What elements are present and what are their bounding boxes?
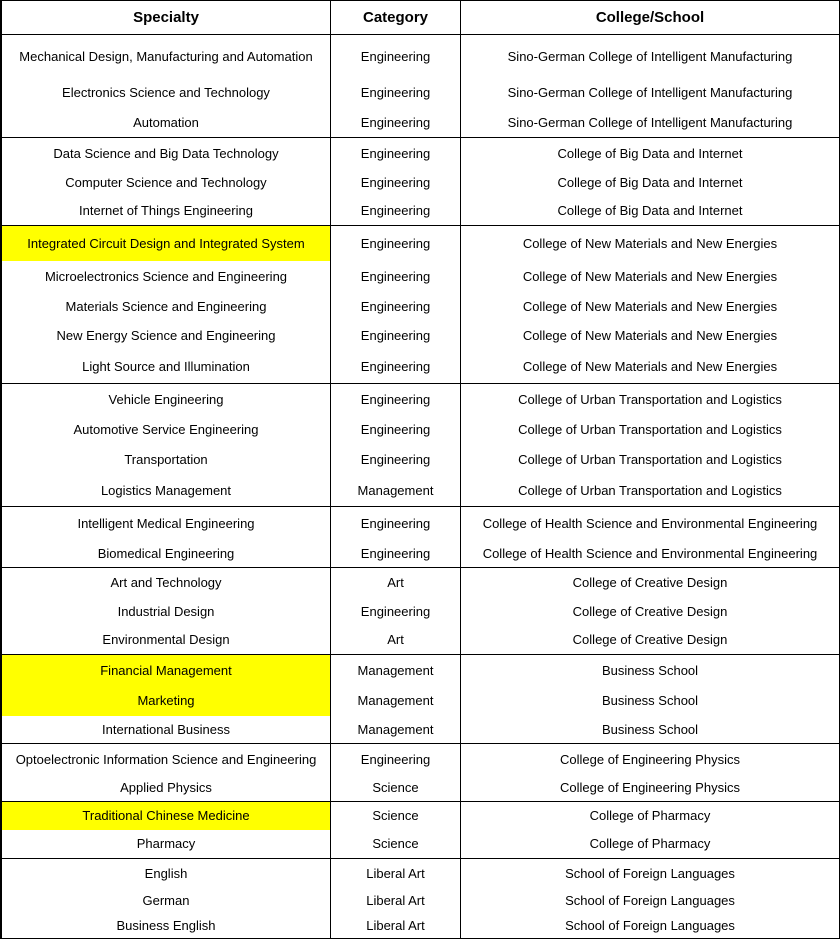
college-cell: College of New Materials and New Energies	[461, 261, 840, 292]
category-cell: Engineering	[331, 415, 461, 444]
category-cell: Engineering	[331, 540, 461, 568]
specialty-cell: Optoelectronic Information Science and Engineering	[2, 744, 331, 775]
category-cell: Liberal Art	[331, 913, 461, 939]
college-cell: College of New Materials and New Energies	[461, 351, 840, 384]
college-cell: College of Urban Transportation and Logistics	[461, 415, 840, 444]
category-cell: Science	[331, 802, 461, 830]
college-cell: College of Creative Design	[461, 568, 840, 598]
table-row	[2, 507, 840, 540]
specialty-cell: Microelectronics Science and Engineering	[2, 261, 331, 292]
header-category: Category	[331, 1, 461, 35]
category-cell: Engineering	[331, 292, 461, 321]
college-cell: School of Foreign Languages	[461, 859, 840, 889]
category-cell: Engineering	[331, 226, 461, 261]
table-row	[2, 859, 840, 889]
table-row	[2, 444, 840, 475]
college-cell: College of Big Data and Internet	[461, 138, 840, 169]
table-row	[2, 226, 840, 261]
specialty-cell: Intelligent Medical Engineering	[2, 507, 331, 540]
college-cell: Sino-German College of Intelligent Manufacturing	[461, 78, 840, 108]
category-cell: Engineering	[331, 351, 461, 384]
specialty-cell: Data Science and Big Data Technology	[2, 138, 331, 169]
specialty-cell: Financial Management	[2, 655, 331, 686]
header-row	[2, 1, 840, 35]
college-cell: College of Engineering Physics	[461, 744, 840, 775]
specialty-cell: Automotive Service Engineering	[2, 415, 331, 444]
table-row	[2, 138, 840, 169]
table-row	[2, 598, 840, 626]
category-cell: Engineering	[331, 321, 461, 351]
college-cell: College of Urban Transportation and Logistics	[461, 475, 840, 507]
table-row	[2, 384, 840, 415]
table-row	[2, 415, 840, 444]
category-cell: Art	[331, 568, 461, 598]
specialty-cell: International Business	[2, 716, 331, 744]
category-cell: Engineering	[331, 507, 461, 540]
category-cell: Engineering	[331, 78, 461, 108]
table-body	[2, 35, 840, 939]
category-cell: Engineering	[331, 384, 461, 415]
table-row	[2, 744, 840, 775]
category-cell: Engineering	[331, 598, 461, 626]
table-row	[2, 655, 840, 686]
category-cell: Engineering	[331, 108, 461, 138]
table-row	[2, 35, 840, 78]
category-cell: Art	[331, 626, 461, 655]
category-cell: Liberal Art	[331, 889, 461, 913]
specialty-cell: Computer Science and Technology	[2, 169, 331, 197]
table-row	[2, 568, 840, 598]
college-cell: College of Urban Transportation and Logistics	[461, 384, 840, 415]
category-cell: Engineering	[331, 744, 461, 775]
college-cell: College of Pharmacy	[461, 802, 840, 830]
college-cell: College of Health Science and Environmental Engineering	[461, 507, 840, 540]
college-cell: Sino-German College of Intelligent Manufacturing	[461, 108, 840, 138]
category-cell: Management	[331, 716, 461, 744]
header-college: College/School	[461, 1, 840, 35]
specialty-cell: Transportation	[2, 444, 331, 475]
table-row	[2, 540, 840, 568]
college-cell: College of Health Science and Environmental Engineering	[461, 540, 840, 568]
college-cell: School of Foreign Languages	[461, 913, 840, 939]
college-cell: Business School	[461, 716, 840, 744]
table-row	[2, 626, 840, 655]
specialty-cell: Integrated Circuit Design and Integrated System	[2, 226, 331, 261]
college-cell: College of Urban Transportation and Logistics	[461, 444, 840, 475]
header-specialty: Specialty	[2, 1, 331, 35]
specialty-cell: Pharmacy	[2, 830, 331, 859]
college-cell: College of New Materials and New Energies	[461, 226, 840, 261]
category-cell: Engineering	[331, 138, 461, 169]
table-row	[2, 475, 840, 507]
table-row	[2, 830, 840, 859]
specialty-cell: Marketing	[2, 686, 331, 716]
specialty-cell: Internet of Things Engineering	[2, 197, 331, 226]
table-row	[2, 913, 840, 939]
category-cell: Engineering	[331, 35, 461, 78]
college-cell: Sino-German College of Intelligent Manufacturing	[461, 35, 840, 78]
category-cell: Science	[331, 830, 461, 859]
college-cell: College of New Materials and New Energies	[461, 321, 840, 351]
table-row	[2, 351, 840, 384]
table-row	[2, 321, 840, 351]
specialty-cell: Environmental Design	[2, 626, 331, 655]
college-cell: College of Engineering Physics	[461, 775, 840, 802]
table-row	[2, 261, 840, 292]
category-cell: Management	[331, 475, 461, 507]
table-row	[2, 108, 840, 138]
college-cell: College of Pharmacy	[461, 830, 840, 859]
specialty-cell: Logistics Management	[2, 475, 331, 507]
college-cell: College of Big Data and Internet	[461, 169, 840, 197]
table-row	[2, 169, 840, 197]
category-cell: Engineering	[331, 169, 461, 197]
table-row	[2, 802, 840, 830]
table-row	[2, 775, 840, 802]
college-cell: School of Foreign Languages	[461, 889, 840, 913]
college-cell: College of Creative Design	[461, 598, 840, 626]
table-row	[2, 197, 840, 226]
specialty-cell: Vehicle Engineering	[2, 384, 331, 415]
specialty-cell: Art and Technology	[2, 568, 331, 598]
category-cell: Engineering	[331, 197, 461, 226]
table-row	[2, 889, 840, 913]
category-cell: Science	[331, 775, 461, 802]
specialty-cell: Mechanical Design, Manufacturing and Automation	[2, 35, 331, 78]
table-row	[2, 78, 840, 108]
category-cell: Management	[331, 686, 461, 716]
specialty-cell: New Energy Science and Engineering	[2, 321, 331, 351]
specialty-cell: Automation	[2, 108, 331, 138]
category-cell: Management	[331, 655, 461, 686]
specialty-cell: Industrial Design	[2, 598, 331, 626]
specialty-cell: Applied Physics	[2, 775, 331, 802]
specialty-cell: Electronics Science and Technology	[2, 78, 331, 108]
college-cell: College of Big Data and Internet	[461, 197, 840, 226]
table-row	[2, 716, 840, 744]
specialty-cell: Light Source and Illumination	[2, 351, 331, 384]
specialty-cell: German	[2, 889, 331, 913]
college-cell: College of New Materials and New Energies	[461, 292, 840, 321]
college-cell: Business School	[461, 686, 840, 716]
category-cell: Engineering	[331, 444, 461, 475]
specialty-cell: Biomedical Engineering	[2, 540, 331, 568]
specialty-cell: Business English	[2, 913, 331, 939]
specialty-cell: English	[2, 859, 331, 889]
college-cell: Business School	[461, 655, 840, 686]
specialty-table	[1, 1, 840, 939]
category-cell: Liberal Art	[331, 859, 461, 889]
category-cell: Engineering	[331, 261, 461, 292]
specialty-cell: Traditional Chinese Medicine	[2, 802, 331, 830]
table-row	[2, 292, 840, 321]
college-cell: College of Creative Design	[461, 626, 840, 655]
table-row	[2, 686, 840, 716]
specialty-cell: Materials Science and Engineering	[2, 292, 331, 321]
